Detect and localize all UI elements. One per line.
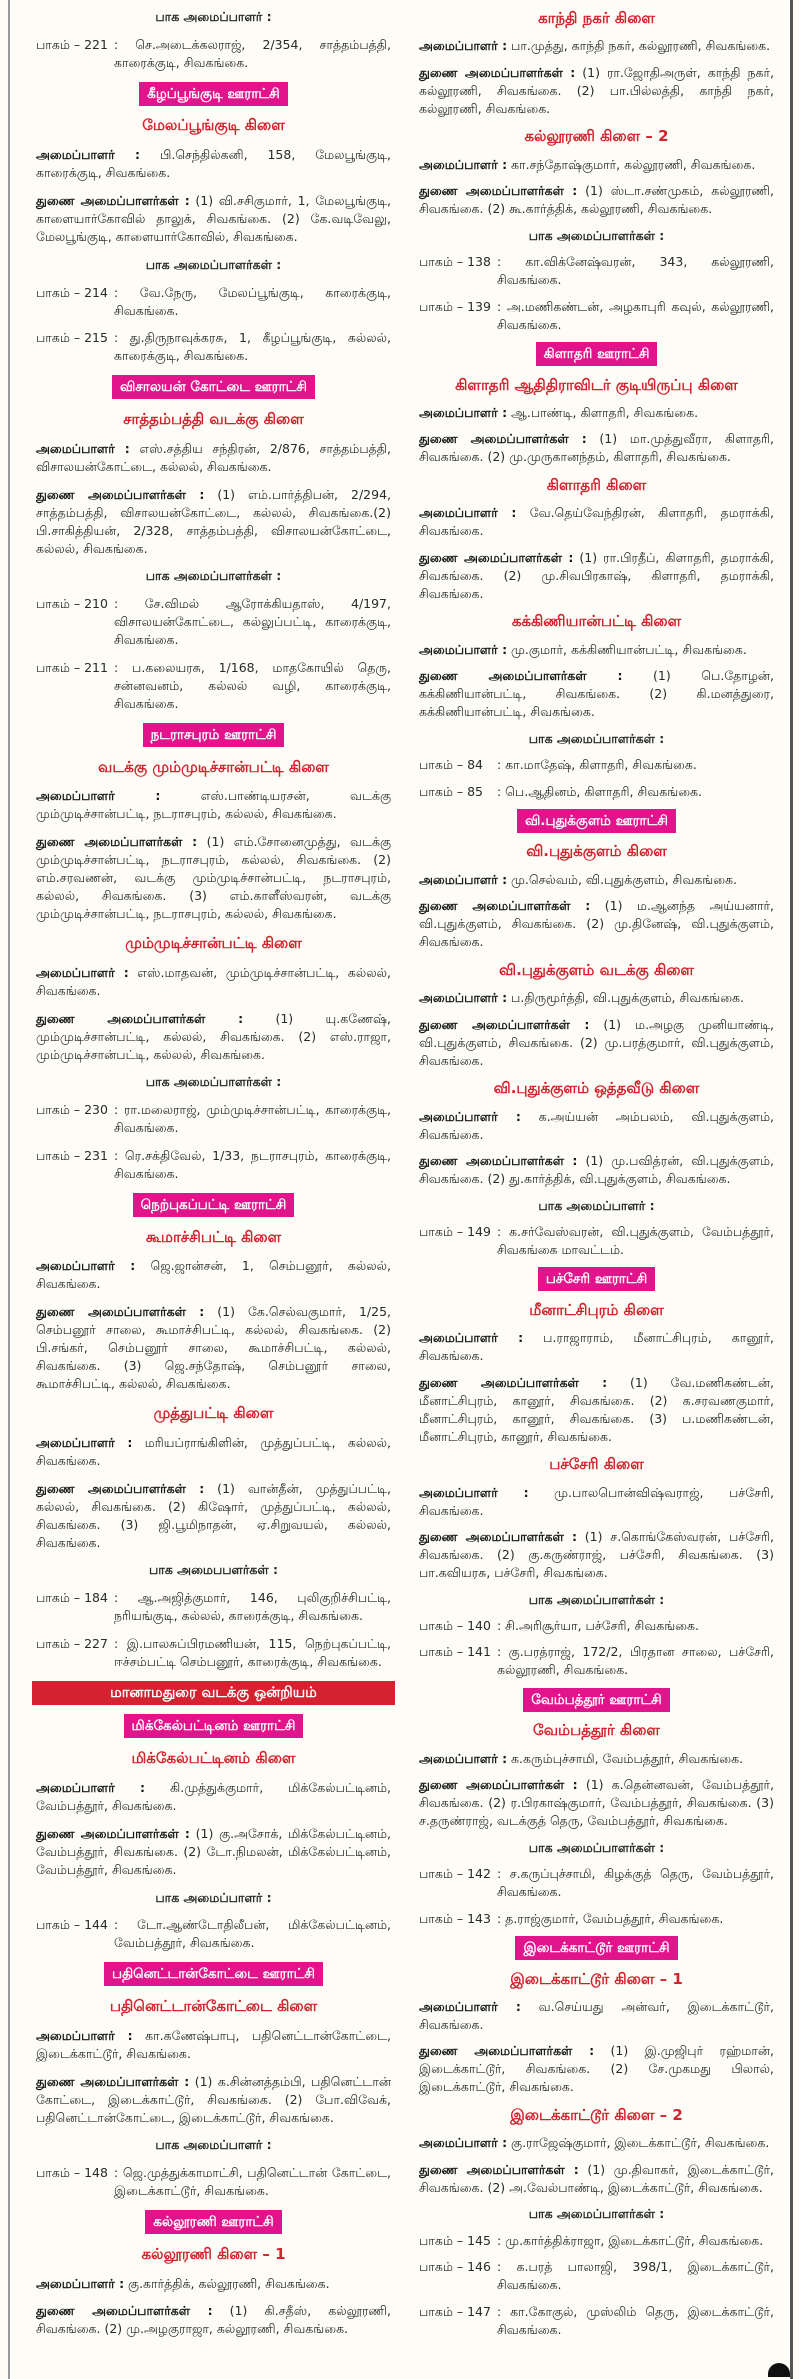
organizer-details: க.கரும்புச்சாமி, வேம்பத்தூர், சிவகங்கை.: [507, 1750, 744, 1766]
booth-organizer: : சே.விமல் ஆரோக்கியதாஸ், 4/197, விசாலயன்கோட்டை, கல்லுப்பட்டி, காரைக்குடி, சிவகங்கை.: [114, 596, 391, 648]
booth-number: பாகம் – 230: [36, 1102, 108, 1118]
organizer-details: எஸ்.பாண்டியரசன், வடக்கு மும்முடிச்சான்பட்டி, நடராசபுரம், கல்லல், சிவகங்கை.: [36, 788, 391, 822]
organizer-role-label: அமைப்பாளர் :: [419, 505, 517, 521]
booth-number: பாகம் – 214: [36, 284, 108, 300]
organizer-paragraph: [419, 1016, 774, 1070]
branch-heading: பச்சேரி கிளை: [549, 1455, 644, 1474]
booth-organizer: : கா.கோகுல், முஸ்லிம் தெரு, இடைக்காட்டூர், சிவகங்கை.: [497, 2303, 774, 2337]
organizer-role-label: அமைப்பாளர் :: [419, 990, 508, 1006]
organizer-paragraph: [419, 1108, 774, 1144]
section-subheading: பாக அமைப்பாளர் :: [155, 1889, 272, 1905]
organizer-paragraph: [419, 64, 774, 118]
organizer-paragraph: [36, 1303, 391, 1393]
panchayat-heading-label: பதினெட்டான்கோட்டை ஊராட்சி: [104, 1962, 323, 1986]
booth-number: பாகம் – 148: [36, 2165, 108, 2181]
organizer-paragraph: [419, 2161, 774, 2197]
organizer-paragraph: [36, 1480, 391, 1552]
right-column: [405, 0, 793, 2379]
booth-organizer: : சி.அரிசூர்யா, பச்சேரி, சிவகங்கை.: [497, 1618, 699, 1634]
panchayat-heading-label: வேம்பத்தூர் ஊராட்சி: [523, 1688, 670, 1712]
branch-heading: கிளாதரி ஆதிதிராவிடர் குடியிருப்பு கிளை: [455, 375, 738, 394]
organizer-paragraph: [36, 1825, 391, 1879]
organizer-details: (1) ரா.பிரதீப், கிளாதரி, தமராக்கி, சிவகங்கை. (2) மு.சிவபிரகாஷ், கிளாதரி, தமராக்கி, சிவகங்கை.: [419, 549, 775, 601]
organizer-paragraph: [419, 1374, 774, 1446]
panchayat-heading: [419, 1688, 774, 1712]
organizer-details: (1) ம.ஆனந்த அய்யனார், வி.புதுக்குளம், சிவகங்கை. (2) மு.தினேஷ், வி.புதுக்குளம், சிவகங்கை.: [419, 898, 775, 950]
booth-organizer: : ரெ.சக்திவேல், 1/33, நடராசபுரம், காரைக்குடி, சிவகங்கை.: [114, 1147, 391, 1181]
branch-heading: இடைக்காட்டூர் கிளை – 1: [510, 1969, 683, 1988]
booth-entry: [419, 298, 774, 334]
panchayat-heading-label: கல்லூரணி ஊராட்சி: [145, 2210, 281, 2234]
branch-heading: சாத்தம்பத்தி வடக்கு கிளை: [123, 409, 304, 428]
branch-heading: இடைக்காட்டூர் கிளை – 2: [510, 2105, 683, 2124]
organizer-role-label: அமைப்பாளர் :: [36, 2275, 125, 2291]
booth-organizer: : து.திருநாவுக்கரசு, 1, கீழப்பூங்குடி, கல்லல், காரைக்குடி, சிவகங்கை.: [114, 330, 391, 364]
panchayat-heading-label: கிளாதரி ஊராட்சி: [536, 342, 658, 366]
organizer-role-label: அமைப்பாளர் :: [36, 2027, 133, 2043]
organizer-details: (1) ச.கொங்கேஸ்வரன், பச்சேரி, சிவகங்கை. (2) கு.கருண்ராஜ், பச்சேரி, சிவகங்கை. (3) பா.கவியரசு, பச்சேரி, சிவகங்கை.: [419, 1529, 774, 1581]
organizer-role-label: துணை அமைப்பாளர்கள் :: [36, 1010, 244, 1026]
booth-number: பாகம் – 84: [419, 757, 483, 773]
organizer-paragraph: [419, 2134, 774, 2152]
organizer-details: (1) இ.முஜிபுர் ரஹ்மான், இடைக்காட்டூர், சிவகங்கை. (2) சே.முகமது பிலால், இடைக்காட்டூர், சிவகங்கை.: [419, 2043, 774, 2095]
organizer-role-label: அமைப்பாளர் :: [36, 440, 130, 456]
branch-heading: வி.புதுக்குளம் ஒத்தவீடு கிளை: [493, 1079, 700, 1098]
branch-heading: மிக்கேல்பட்டினம் கிளை: [131, 1749, 296, 1768]
booth-organizer: : கா.மாதேஷ், கிளாதரி, சிவகங்கை.: [497, 757, 697, 773]
organizer-role-label: துணை அமைப்பாளர்கள் :: [419, 1529, 577, 1545]
organizer-role-label: அமைப்பாளர் :: [36, 1434, 133, 1450]
organizer-role-label: அமைப்பாளர் :: [419, 871, 508, 887]
branch-heading: வி.புதுக்குளம் வடக்கு கிளை: [499, 960, 694, 979]
organizer-paragraph: [36, 2073, 391, 2127]
organizer-paragraph: [419, 871, 774, 889]
booth-number: பாகம் – 141: [419, 1644, 491, 1660]
organizer-details: கா.கணேஷ்பாபு, பதினெட்டான்கோட்டை, இடைக்காட்டூர், சிவகங்கை.: [36, 2027, 391, 2061]
branch-heading: வி.புதுக்குளம் கிளை: [526, 842, 667, 861]
organizer-details: மு.பாலபொன்விஷ்வராஜ், பச்சேரி, சிவகங்கை.: [419, 1484, 774, 1518]
organizer-paragraph: [419, 897, 774, 951]
booth-entry: [419, 253, 774, 289]
organizer-role-label: துணை அமைப்பாளர்கள் :: [419, 1153, 578, 1169]
organizer-paragraph: [36, 2302, 391, 2338]
booth-entry: [419, 1617, 774, 1635]
organizer-details: ஜெ.ஜான்சன், 1, செம்பனூர், கல்லல், சிவகங்கை.: [36, 1258, 391, 1292]
organizer-role-label: அமைப்பாளர் :: [36, 147, 141, 163]
organizer-details: (1) மா.முத்துவீரா, கிளாதரி, சிவகங்கை. (2) மு.முருகானந்தம், கிளாதரி, சிவகங்கை.: [419, 431, 775, 465]
booth-organizer: : அ.மணிகண்டன், அழகாபுரி கவுல், கல்லூரணி, சிவகங்கை.: [497, 298, 774, 332]
panchayat-heading-label: கீழப்பூங்குடி ஊராட்சி: [139, 82, 288, 106]
booth-number: பாகம் – 146: [419, 2259, 491, 2275]
organizer-details: (1) எம்.சோனைமுத்து, வடக்கு மும்முடிச்சான்பட்டி, நடராசபுரம், கல்லல், சிவகங்கை. (2) எம்.சரவணன், வடக்கு மும்முடிச்சான்பட்டி, நடராசபுரம், கல்லல், சிவகங்கை. (3) எம்.காளீஸ்வரன், வடக்கு மும்முடிச்சான்பட்டி, நடராசபுரம், கல்லல், சிவகங்கை.: [36, 834, 392, 922]
organizer-details: (1) கே.செல்வகுமார், 1/25, செம்பனூர் சாலை, கூமாச்சிபட்டி, கல்லல், சிவகங்கை. (2) பி.சங்கர், செம்பனூர் சாலை, கூமாச்சிபட்டி, கல்லல், சிவகங்கை. (3) ஜெ.சந்தோஷ், செம்பனூர் சாலை, கூமாச்சிபட்டி, கல்லல், சிவகங்கை.: [36, 1304, 391, 1392]
organizer-details: பா.முத்து, காந்தி நகர், கல்லூரணி, சிவகங்கை.: [507, 38, 771, 54]
organizer-paragraph: [419, 1776, 774, 1830]
booth-number: பாகம் – 221: [36, 36, 108, 52]
organizer-paragraph: [419, 1528, 774, 1582]
panchayat-heading: [419, 1936, 774, 1960]
organizer-role-label: துணை அமைப்பாளர்கள் :: [36, 834, 198, 850]
branch-heading: பதினெட்டான்கோட்டை கிளை: [109, 1997, 318, 2016]
organizer-role-label: துணை அமைப்பாளர்கள் :: [419, 898, 591, 914]
organizer-paragraph: [36, 192, 391, 246]
organizer-paragraph: [419, 156, 774, 174]
booth-organizer: : ப.கலையரசு, 1/168, மாதகோயில் தெரு, சன்னவனம், கல்லல் வழி, காரைக்குடி, சிவகங்கை.: [114, 659, 391, 711]
booth-entry: [36, 329, 391, 365]
panchayat-heading: [36, 375, 391, 399]
organizer-paragraph: [419, 1152, 774, 1188]
organizer-details: (1) வான்தீன், முத்துப்பட்டி, கல்லல், சிவகங்கை. (2) கிஷோர், முத்துப்பட்டி, கல்லல், சிவகங்கை. (3) ஜி.பூமிநாதன், ஏ.சிறுவயல், கல்லல், சிவகங்கை.: [36, 1480, 391, 1550]
section-subheading: பாக அமைப்பாளர்கள் :: [145, 568, 282, 584]
organizer-details: எஸ்.மாதவன், மும்முடிச்சான்பட்டி, கல்லல், சிவகங்கை.: [36, 964, 391, 998]
panchayat-heading-label: மிக்கேல்பட்டினம் ஊராட்சி: [124, 1714, 304, 1738]
booth-organizer: : கு.பரத்ராஜ், 172/2, பிரதான சாலை, பச்சேரி, கல்லூரணி, சிவகங்கை.: [497, 1644, 774, 1678]
organizer-role-label: அமைப்பாளர் :: [419, 38, 508, 54]
organizer-role-label: அமைப்பாளர் :: [419, 1999, 521, 2015]
organizer-paragraph: [36, 1779, 391, 1815]
booth-entry: [36, 1147, 391, 1183]
union-banner: மானாமதுரை வடக்கு ஒன்றியம்: [32, 1681, 395, 1705]
organizer-paragraph: [419, 2042, 774, 2096]
panchayat-heading: [36, 1193, 391, 1217]
organizer-role-label: துணை அமைப்பாளர்கள் :: [36, 1304, 205, 1320]
booth-entry: [36, 1635, 391, 1671]
organizer-details: வ.செய்யது அன்வர், இடைக்காட்டூர், சிவகங்கை.: [419, 1999, 774, 2033]
organizer-role-label: அமைப்பாளர் :: [36, 788, 161, 804]
organizer-paragraph: [36, 787, 391, 823]
branch-heading: முத்துபட்டி கிளை: [153, 1403, 274, 1422]
organizer-role-label: அமைப்பாளர் :: [419, 641, 508, 657]
organizer-role-label: துணை அமைப்பாளர்கள் :: [419, 1777, 578, 1793]
section-subheading: பாக அமைப்பாளர்கள் :: [528, 227, 665, 243]
section-subheading: பாக அமைப்பாளர்கள் :: [145, 256, 282, 272]
organizer-details: வே.தெய்வேந்திரன், கிளாதரி, தமராக்கி, சிவகங்கை.: [419, 505, 774, 539]
panchayat-heading-label: பச்சேரி ஊராட்சி: [538, 1267, 655, 1291]
booth-entry: [419, 1910, 774, 1928]
organizer-role-label: துணை அமைப்பாளர்கள் :: [419, 431, 587, 447]
organizer-role-label: துணை அமைப்பாளர்கள் :: [419, 183, 578, 199]
organizer-details: (1) க.சின்னத்தம்பி, பதினெட்டான் கோட்டை, இடைக்காட்டூர், சிவகங்கை. (2) போ.விவேக், பதினெட்டான்கோட்டை, இடைக்காட்டூர், சிவகங்கை.: [36, 2073, 391, 2125]
booth-entry: [36, 2164, 391, 2200]
booth-entry: [419, 783, 774, 801]
section-subheading: பாக அமைப்பாளர்கள் :: [145, 1074, 282, 1090]
organizer-paragraph: [419, 504, 774, 540]
booth-entry: [36, 595, 391, 649]
organizer-details: (1) ஸ்டா.சண்முகம், கல்லூரணி, சிவகங்கை. (2) கூ.கார்த்திக், கல்லூரணி, சிவகங்கை.: [419, 183, 774, 217]
organizer-role-label: அமைப்பாளர் :: [419, 1750, 508, 1766]
organizer-details: மு.செல்வம், வி.புதுக்குளம், சிவகங்கை.: [507, 871, 738, 887]
branch-heading: வடக்கு மும்முடிச்சான்பட்டி கிளை: [98, 757, 329, 776]
organizer-role-label: துணை அமைப்பாளர்கள் :: [419, 1374, 608, 1390]
booth-organizer: : க.சர்வேஸ்வரன், வி.புதுக்குளம், வேம்பத்தூர், சிவகங்கை மாவட்டம்.: [497, 1223, 774, 1257]
organizer-paragraph: [419, 430, 774, 466]
organizer-role-label: அமைப்பாளர் :: [36, 964, 129, 980]
organizer-role-label: துணை அமைப்பாளர்கள் :: [36, 2303, 213, 2319]
organizer-paragraph: [36, 1257, 391, 1293]
booth-entry: [419, 756, 774, 774]
booth-organizer: : ஜெ.முத்துக்காமாட்சி, பதினெட்டான் கோட்டை, இடைக்காட்டூர், சிவகங்கை.: [114, 2165, 391, 2199]
organizer-role-label: துணை அமைப்பாளர்கள் :: [36, 486, 205, 502]
panchayat-heading-label: நடராசபுரம் ஊராட்சி: [143, 723, 285, 747]
organizer-paragraph: [419, 37, 774, 55]
booth-entry: [419, 1643, 774, 1679]
booth-organizer: : த.ராஜ்குமார், வேம்பத்தூர், சிவகங்கை.: [497, 1910, 724, 1926]
organizer-paragraph: [419, 1329, 774, 1365]
organizer-details: (1) வே.மணிகண்டன், மீனாட்சிபுரம், கானூர், சிவகங்கை. (2) க.சரவணகுமார், மீனாட்சிபுரம், கானூர், சிவகங்கை. (3) ப.மணிகண்டன், மீனாட்சிபுரம், கானூர், சிவகங்கை.: [419, 1374, 774, 1444]
booth-entry: [36, 36, 391, 72]
organizer-details: கு.கார்த்திக், கல்லூரணி, சிவகங்கை.: [124, 2275, 330, 2291]
organizer-details: (1) க.தென்னவன், வேம்பத்தூர், சிவகங்கை. (2) ர.பிரகாஷ்குமார், வேம்பத்தூர், சிவகங்கை. (3) ச.தருண்ராஜ், வடக்குத் தெரு, வேம்பத்தூர், சிவகங்கை.: [419, 1777, 774, 1829]
organizer-details: (1) பெ.தோழன், கக்கிணியான்பட்டி, சிவகங்கை. (2) கி.மனத்துரை, கக்கிணியான்பட்டி, சிவகங்கை.: [419, 668, 775, 720]
booth-entry: [36, 284, 391, 320]
booth-number: பாகம் – 149: [419, 1223, 491, 1239]
organizer-details: (1) மு.பவித்ரன், வி.புதுக்குளம், சிவகங்கை. (2) து.கார்த்திக், வி.புதுக்குளம், சிவகங்கை.: [419, 1153, 775, 1187]
branch-heading: மும்முடிச்சான்பட்டி கிளை: [125, 933, 302, 952]
booth-entry: [36, 659, 391, 713]
organizer-role-label: துணை அமைப்பாளர்கள் :: [419, 64, 576, 80]
organizer-details: மு.குமார், கக்கிணியான்பட்டி, சிவகங்கை.: [507, 641, 747, 657]
organizer-details: கி.முத்துக்குமார், மிக்கேல்பட்டினம், வேம்பத்தூர், சிவகங்கை.: [36, 1780, 392, 1814]
panchayat-heading: [419, 809, 774, 833]
booth-entry: [36, 1916, 391, 1952]
organizer-details: (1) எம்.பார்த்திபன், 2/294, சாத்தம்பத்தி, விசாலயன்கோட்டை, கல்லல், சிவகங்கை.(2) பி.சாகித்தியன், 2/328, சாத்தம்பத்தி, விசாலயன்கோட்டை, கல்லல், சிவகங்கை.: [36, 486, 391, 556]
organizer-role-label: துணை அமைப்பாளர்கள் :: [419, 1016, 590, 1032]
organizer-paragraph: [419, 989, 774, 1007]
organizer-paragraph: [36, 1434, 391, 1470]
organizer-role-label: அமைப்பாளர் :: [36, 1258, 136, 1274]
organizer-role-label: அமைப்பாளர் :: [419, 2135, 508, 2151]
booth-entry: [36, 1589, 391, 1625]
booth-number: பாகம் – 145: [419, 2232, 491, 2248]
booth-entry: [419, 2232, 774, 2250]
booth-entry: [419, 1865, 774, 1901]
organizer-details: மரியப்ராங்கிளின், முத்துப்பட்டி, கல்லல், சிவகங்கை.: [36, 1434, 391, 1468]
booth-organizer: : மு.கார்த்திக்ராஜா, இடைக்காட்டூர், சிவகங்கை.: [497, 2232, 764, 2248]
branch-heading: கல்லூரணி கிளை – 1: [141, 2244, 286, 2263]
section-subheading: பாக அமைப்பாளர் :: [155, 9, 272, 24]
organizer-role-label: துணை அமைப்பாளர்கள் :: [419, 2161, 579, 2177]
organizer-paragraph: [419, 549, 774, 603]
booth-entry: [36, 1101, 391, 1137]
organizer-paragraph: [419, 667, 774, 721]
panchayat-heading: [36, 1962, 391, 1986]
organizer-paragraph: [419, 1484, 774, 1520]
branch-heading: காந்தி நகர் கிளை: [538, 9, 655, 27]
organizer-details: க.அய்யன் அம்பலம், வி.புதுக்குளம், சிவகங்கை.: [419, 1108, 774, 1142]
booth-organizer: : செ.அடைக்கலராஜ், 2/354, சாத்தம்பத்தி, காரைக்குடி, சிவகங்கை.: [114, 36, 391, 70]
organizer-details: (1) யு.கணேஷ், மும்முடிச்சான்பட்டி, கல்லல், சிவகங்கை. (2) எஸ்.ராஜா, மும்முடிச்சான்பட்டி, கல்லல், சிவகங்கை.: [36, 1010, 391, 1062]
organizer-role-label: அமைப்பாளர் :: [36, 1780, 146, 1796]
booth-number: பாகம் – 211: [36, 659, 108, 675]
organizer-role-label: துணை அமைப்பாளர்கள் :: [419, 668, 623, 684]
organizer-details: ஆ.பாண்டி, கிளாதரி, சிவகங்கை.: [507, 404, 699, 420]
booth-organizer: : டோ.ஆண்டோதிலீபன், மிக்கேல்பட்டினம், வேம்பத்தூர், சிவகங்கை.: [114, 1917, 391, 1951]
panchayat-heading-label: நெற்புகப்பட்டி ஊராட்சி: [133, 1193, 295, 1217]
section-subheading: பாக அமைப்பாளர் :: [155, 2137, 272, 2153]
panchayat-heading: [36, 1714, 391, 1738]
booth-number: பாகம் – 210: [36, 596, 108, 612]
organizer-paragraph: [36, 2027, 391, 2063]
organizer-details: எஸ்.சத்திய சந்திரன், 2/876, சாத்தம்பத்தி, விசாலயன்கோட்டை, கல்லல், சிவகங்கை.: [36, 440, 391, 474]
organizer-details: (1) மு.திவாகர், இடைக்காட்டூர், சிவகங்கை. (2) அ.வேல்பாண்டி, இடைக்காட்டூர், சிவகங்கை.: [419, 2161, 774, 2195]
booth-organizer: : வே.நேரு, மேலப்பூங்குடி, காரைக்குடி, சிவகங்கை.: [114, 284, 391, 318]
organizer-role-label: அமைப்பாளர் :: [419, 156, 508, 172]
section-subheading: பாக அமைபபளர்கள் :: [149, 1562, 278, 1578]
booth-entry: [419, 2303, 774, 2339]
section-subheading: பாக அமைப்பாளர்கள் :: [528, 730, 665, 746]
panchayat-heading: [36, 2210, 391, 2234]
organizer-paragraph: [36, 486, 391, 558]
organizer-paragraph: [36, 440, 391, 476]
booth-entry: [419, 2258, 774, 2294]
branch-heading: கக்கிணியான்பட்டி கிளை: [511, 612, 682, 631]
booth-number: பாகம் – 85: [419, 783, 483, 799]
booth-number: பாகம் – 227: [36, 1635, 108, 1651]
organizer-paragraph: [36, 1010, 391, 1064]
branch-heading: கல்லூரணி கிளை – 2: [524, 127, 669, 146]
left-column: [8, 0, 405, 2379]
booth-organizer: : க.பரத் பாலாஜி, 398/1, இடைக்காட்டூர், சிவகங்கை.: [497, 2259, 774, 2293]
panchayat-heading: [36, 82, 391, 106]
organizer-role-label: துணை அமைப்பாளர்கள் :: [36, 1480, 205, 1496]
booth-organizer: : கா.விக்னேஷ்வரன், 343, கல்லூரணி, சிவகங்கை.: [497, 254, 774, 288]
organizer-role-label: அமைப்பாளர் :: [419, 1484, 529, 1500]
panchayat-heading-label: வி.புதுக்குளம் ஊராட்சி: [517, 809, 676, 833]
organizer-details: (1) வி.சசிகுமார், 1, மேலபூங்குடி, காளையார்கோவில் தாலுக், சிவகங்கை. (2) கே.வடிவேலு, மேலபூங்குடி, காளையார்கோவில், சிவகங்கை.: [36, 192, 391, 244]
branch-heading: கூமாச்சிபட்டி கிளை: [145, 1227, 282, 1246]
organizer-details: (1) ம.அழகு முனியாண்டி, வி.புதுக்குளம், சிவகங்கை. (2) மு.பரத்குமார், வி.புதுக்குளம், சிவகங்கை.: [419, 1016, 774, 1068]
booth-number: பாகம் – 142: [419, 1866, 491, 1882]
booth-organizer: : ரா.மலைராஜ், மும்முடிச்சான்பட்டி, காரைக்குடி, சிவகங்கை.: [114, 1102, 391, 1136]
organizer-details: கு.ராஜேஷ்குமார், இடைக்காட்டூர், சிவகங்கை.: [507, 2135, 770, 2151]
section-subheading: பாக அமைப்பாளர்கள் :: [528, 1839, 665, 1855]
booth-number: பாகம் – 140: [419, 1618, 491, 1634]
booth-organizer: : ச.கருப்புச்சாமி, கிழக்குத் தெரு, வேம்பத்தூர், சிவகங்கை.: [497, 1866, 774, 1900]
panchayat-heading: [419, 342, 774, 366]
organizer-paragraph: [36, 964, 391, 1000]
organizer-details: (1) கி.சதீஸ், கல்லூரணி, சிவகங்கை. (2) மு.அழகுராஜா, கல்லூரணி, சிவகங்கை.: [36, 2303, 391, 2337]
booth-number: பாகம் – 184: [36, 1590, 108, 1606]
organizer-details: (1) கு.அசோக், மிக்கேல்பட்டினம், வேம்பத்தூர், சிவகங்கை. (2) டோ.நிமலன், மிக்கேல்பட்டினம், வேம்பத்தூர், சிவகங்கை.: [36, 1825, 391, 1877]
organizer-details: கா.சந்தோஷ்குமார், கல்லூரணி, சிவகங்கை.: [507, 156, 756, 172]
booth-number: பாகம் – 231: [36, 1147, 108, 1163]
organizer-paragraph: [36, 2275, 391, 2293]
booth-number: பாகம் – 144: [36, 1917, 108, 1933]
booth-number: பாகம் – 139: [419, 298, 491, 314]
booth-organizer: : ஆ.அஜித்குமார், 146, புலிகுறிச்சிபட்டி, நரியங்குடி, கல்லல், காரைக்குடி, சிவகங்கை.: [114, 1590, 391, 1624]
organizer-role-label: துணை அமைப்பாளர்கள் :: [36, 1825, 190, 1841]
organizer-paragraph: [419, 1998, 774, 2034]
booth-number: பாகம் – 138: [419, 254, 491, 270]
panchayat-heading: [36, 723, 391, 747]
organizer-paragraph: [419, 641, 774, 659]
branch-heading: கிளாதரி கிளை: [546, 475, 647, 494]
organizer-paragraph: [36, 833, 391, 923]
booth-number: பாகம் – 215: [36, 330, 108, 346]
organizer-role-label: அமைப்பாளர் :: [419, 1108, 521, 1124]
panchayat-heading-label: இடைக்காட்டூர் ஊராட்சி: [515, 1936, 677, 1960]
organizer-paragraph: [419, 404, 774, 422]
booth-entry: [419, 1223, 774, 1259]
organizer-details: ப.திருமூர்த்தி, வி.புதுக்குளம், சிவகங்கை.: [507, 990, 745, 1006]
booth-organizer: : இ.பாலசுப்பிரமணியன், 115, நெற்புகப்பட்டி, ஈச்சம்பட்டி செம்பனூர், காரைக்குடி, சிவகங்கை.: [114, 1635, 391, 1669]
organizer-role-label: அமைப்பாளர் :: [419, 404, 508, 420]
panchayat-heading-label: விசாலயன் கோட்டை ஊராட்சி: [112, 375, 315, 399]
section-subheading: பாக அமைப்பாளர்கள் :: [528, 1591, 665, 1607]
booth-number: பாகம் – 147: [419, 2303, 491, 2319]
branch-heading: வேம்பத்தூர் கிளை: [533, 1721, 660, 1740]
booth-number: பாகம் – 143: [419, 1910, 491, 1926]
organizer-role-label: துணை அமைப்பாளர்கள் :: [419, 2043, 595, 2059]
section-subheading: பாக அமைப்பாளர் :: [538, 1197, 655, 1213]
panchayat-heading: [419, 1267, 774, 1291]
organizer-details: பி.செந்தில்கனி, 158, மேலபூங்குடி, காரைக்குடி, சிவகங்கை.: [36, 147, 392, 181]
branch-heading: மீனாட்சிபுரம் கிளை: [529, 1300, 664, 1319]
organizer-paragraph: [419, 1750, 774, 1768]
booth-organizer: : பெ.ஆதினம், கிளாதரி, சிவகங்கை.: [497, 783, 702, 799]
organizer-details: ப.ராஜாராம், மீனாட்சிபுரம், கானூர், சிவகங்கை.: [419, 1330, 774, 1364]
organizer-details: (1) ரா.ஜோதிஅருள், காந்தி நகர், கல்லூரணி, சிவகங்கை. (2) பா.பில்லத்தி, காந்தி நகர், கல்லூரணி, சிவகங்கை.: [419, 64, 774, 116]
section-subheading: பாக அமைப்பாளர்கள் :: [528, 2206, 665, 2222]
organizer-paragraph: [36, 146, 391, 182]
branch-heading: மேலப்பூங்குடி கிளை: [142, 116, 285, 135]
organizer-role-label: துணை அமைப்பாளர்கள் :: [419, 549, 574, 565]
organizer-paragraph: [419, 182, 774, 218]
organizer-role-label: துணை அமைப்பாளர்கள் :: [36, 192, 190, 208]
organizer-role-label: அமைப்பாளர் :: [419, 1330, 524, 1346]
organizer-role-label: துணை அமைப்பாளர்கள் :: [36, 2073, 190, 2089]
